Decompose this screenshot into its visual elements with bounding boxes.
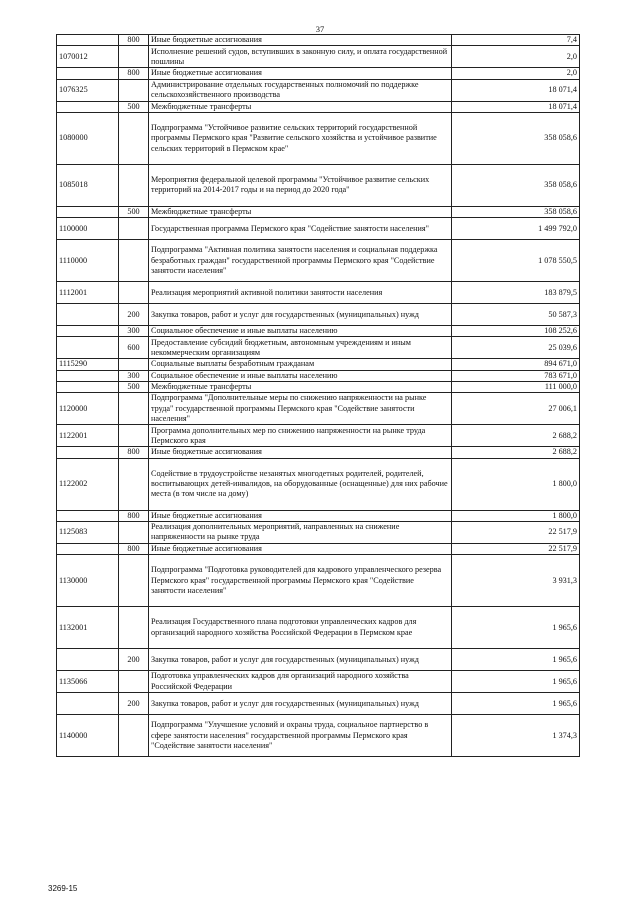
table-row — [57, 206, 580, 217]
csr-cell: 1120000 — [57, 393, 119, 425]
vr-cell — [119, 715, 149, 757]
csr-cell: 1085018 — [57, 164, 119, 206]
csr-cell: 1125083 — [57, 521, 119, 543]
csr-cell — [57, 304, 119, 326]
name-cell: Иные бюджетные ассигнования — [149, 543, 452, 554]
amount-cell: 2 688,2 — [452, 447, 580, 458]
vr-cell: 800 — [119, 510, 149, 521]
csr-cell: 1115290 — [57, 359, 119, 370]
amount-cell: 1 800,0 — [452, 510, 580, 521]
amount-cell: 1 965,6 — [452, 693, 580, 715]
amount-cell: 1 078 550,5 — [452, 240, 580, 282]
amount-cell: 18 071,4 — [452, 79, 580, 101]
csr-cell — [57, 649, 119, 671]
vr-cell — [119, 359, 149, 370]
vr-cell: 500 — [119, 101, 149, 112]
table-row — [57, 326, 580, 337]
vr-cell — [119, 607, 149, 649]
table-body — [57, 35, 580, 757]
vr-cell: 800 — [119, 68, 149, 79]
vr-cell — [119, 458, 149, 510]
name-cell: Социальное обеспечение и иные выплаты населению — [149, 370, 452, 381]
vr-cell — [119, 46, 149, 68]
name-cell: Программа дополнительных мер по снижению напряженности на рынке труда Пермского края — [149, 425, 452, 447]
amount-cell: 2 688,2 — [452, 425, 580, 447]
table-row — [57, 218, 580, 240]
table-row — [57, 393, 580, 425]
table-row — [57, 370, 580, 381]
csr-cell: 1122002 — [57, 458, 119, 510]
vr-cell — [119, 671, 149, 693]
vr-cell: 800 — [119, 447, 149, 458]
amount-cell: 22 517,9 — [452, 543, 580, 554]
amount-cell: 7,4 — [452, 35, 580, 46]
table-row — [57, 555, 580, 607]
vr-cell — [119, 282, 149, 304]
name-cell: Содействие в трудоустройстве незанятых многодетных родителей, родителей, воспитывающих детей-инвалидов, на оборудованные (оснащенные) для них рабочие места (в том числе на дому) — [149, 458, 452, 510]
amount-cell: 1 374,3 — [452, 715, 580, 757]
table-row — [57, 282, 580, 304]
name-cell: Подпрограмма "Устойчивое развитие сельских территорий государственной программы Пермского края "Развитие сельского хозяйства и устойчивое развитие сельских территорий в Пермском крае" — [149, 112, 452, 164]
csr-cell — [57, 68, 119, 79]
name-cell: Иные бюджетные ассигнования — [149, 35, 452, 46]
name-cell: Реализация Государственного плана подготовки управленческих кадров для организаций народного хозяйства Российской Федерации в Пермском крае — [149, 607, 452, 649]
budget-table — [56, 34, 580, 757]
table-row — [57, 425, 580, 447]
name-cell: Иные бюджетные ассигнования — [149, 510, 452, 521]
name-cell: Закупка товаров, работ и услуг для государственных (муниципальных) нужд — [149, 304, 452, 326]
vr-cell: 800 — [119, 543, 149, 554]
table-row — [57, 112, 580, 164]
amount-cell: 894 671,0 — [452, 359, 580, 370]
vr-cell: 300 — [119, 370, 149, 381]
vr-cell — [119, 218, 149, 240]
table-row — [57, 337, 580, 359]
csr-cell: 1100000 — [57, 218, 119, 240]
csr-cell — [57, 510, 119, 521]
vr-cell: 200 — [119, 693, 149, 715]
csr-cell — [57, 206, 119, 217]
name-cell: Администрирование отдельных государственных полномочий по поддержке сельскохозяйственного производства — [149, 79, 452, 101]
table-row — [57, 359, 580, 370]
amount-cell: 108 252,6 — [452, 326, 580, 337]
table-row — [57, 35, 580, 46]
name-cell: Закупка товаров, работ и услуг для государственных (муниципальных) нужд — [149, 649, 452, 671]
table-row — [57, 101, 580, 112]
name-cell: Предоставление субсидий бюджетным, автономным учреждениям и иным некоммерческим организациям — [149, 337, 452, 359]
csr-cell: 1135066 — [57, 671, 119, 693]
csr-cell — [57, 35, 119, 46]
csr-cell: 1130000 — [57, 555, 119, 607]
amount-cell: 358 058,6 — [452, 206, 580, 217]
csr-cell — [57, 101, 119, 112]
vr-cell — [119, 521, 149, 543]
table-row — [57, 715, 580, 757]
table-row — [57, 693, 580, 715]
amount-cell: 50 587,3 — [452, 304, 580, 326]
csr-cell — [57, 326, 119, 337]
name-cell: Государственная программа Пермского края "Содействие занятости населения" — [149, 218, 452, 240]
csr-cell: 1122001 — [57, 425, 119, 447]
name-cell: Межбюджетные трансферты — [149, 101, 452, 112]
table-row — [57, 240, 580, 282]
name-cell: Реализация дополнительных мероприятий, направленных на снижение напряженности на рынке труда — [149, 521, 452, 543]
amount-cell: 3 931,3 — [452, 555, 580, 607]
vr-cell — [119, 112, 149, 164]
amount-cell: 358 058,6 — [452, 164, 580, 206]
name-cell: Подпрограмма "Улучшение условий и охраны труда, социальное партнерство в сфере занятости населения" государственной программы Пермского края "Содействие занятости населения" — [149, 715, 452, 757]
csr-cell: 1140000 — [57, 715, 119, 757]
amount-cell: 2,0 — [452, 46, 580, 68]
name-cell: Подпрограмма "Подготовка руководителей для кадрового управленческого резерва Пермского края" государственной программы Пермского края "Содействие занятости населения" — [149, 555, 452, 607]
amount-cell: 1 499 792,0 — [452, 218, 580, 240]
name-cell: Иные бюджетные ассигнования — [149, 68, 452, 79]
amount-cell: 25 039,6 — [452, 337, 580, 359]
csr-cell — [57, 447, 119, 458]
table-row — [57, 46, 580, 68]
name-cell: Закупка товаров, работ и услуг для государственных (муниципальных) нужд — [149, 693, 452, 715]
vr-cell — [119, 425, 149, 447]
amount-cell: 1 800,0 — [452, 458, 580, 510]
csr-cell: 1076325 — [57, 79, 119, 101]
name-cell: Подпрограмма "Дополнительные меры по снижению напряженности на рынке труда" государственной программы Пермского края "Содействие занятости населения" — [149, 393, 452, 425]
amount-cell: 358 058,6 — [452, 112, 580, 164]
csr-cell: 1110000 — [57, 240, 119, 282]
vr-cell: 200 — [119, 304, 149, 326]
table-row — [57, 649, 580, 671]
vr-cell — [119, 79, 149, 101]
amount-cell: 183 879,5 — [452, 282, 580, 304]
vr-cell — [119, 164, 149, 206]
amount-cell: 111 000,0 — [452, 382, 580, 393]
vr-cell: 200 — [119, 649, 149, 671]
csr-cell: 1080000 — [57, 112, 119, 164]
csr-cell — [57, 370, 119, 381]
amount-cell: 1 965,6 — [452, 607, 580, 649]
table-row — [57, 68, 580, 79]
name-cell: Исполнение решений судов, вступивших в законную силу, и оплата государственной пошлины — [149, 46, 452, 68]
vr-cell: 500 — [119, 206, 149, 217]
amount-cell: 22 517,9 — [452, 521, 580, 543]
amount-cell: 18 071,4 — [452, 101, 580, 112]
name-cell: Социальное обеспечение и иные выплаты населению — [149, 326, 452, 337]
amount-cell: 1 965,6 — [452, 649, 580, 671]
table-row — [57, 607, 580, 649]
vr-cell: 300 — [119, 326, 149, 337]
table-row — [57, 447, 580, 458]
vr-cell — [119, 393, 149, 425]
page-number: 37 — [315, 24, 325, 34]
name-cell: Межбюджетные трансферты — [149, 206, 452, 217]
name-cell: Подпрограмма "Активная политика занятости населения и социальная поддержка безработных граждан" государственной программы Пермского края "Содействие занятости населения" — [149, 240, 452, 282]
vr-cell: 500 — [119, 382, 149, 393]
amount-cell: 1 965,6 — [452, 671, 580, 693]
vr-cell — [119, 240, 149, 282]
amount-cell: 783 671,0 — [452, 370, 580, 381]
table-row — [57, 304, 580, 326]
table-row — [57, 164, 580, 206]
csr-cell: 1112001 — [57, 282, 119, 304]
vr-cell: 600 — [119, 337, 149, 359]
amount-cell: 27 006,1 — [452, 393, 580, 425]
table-row — [57, 79, 580, 101]
table-row — [57, 521, 580, 543]
amount-cell: 2,0 — [452, 68, 580, 79]
table-row — [57, 543, 580, 554]
table-row — [57, 671, 580, 693]
table-row — [57, 510, 580, 521]
csr-cell — [57, 693, 119, 715]
name-cell: Межбюджетные трансферты — [149, 382, 452, 393]
csr-cell: 1070012 — [57, 46, 119, 68]
name-cell: Реализация мероприятий активной политики занятости населения — [149, 282, 452, 304]
name-cell: Мероприятия федеральной целевой программы "Устойчивое развитие сельских территорий на 2014-2017 годы и на период до 2020 года" — [149, 164, 452, 206]
csr-cell — [57, 382, 119, 393]
csr-cell — [57, 543, 119, 554]
csr-cell: 1132001 — [57, 607, 119, 649]
name-cell: Иные бюджетные ассигнования — [149, 447, 452, 458]
vr-cell: 800 — [119, 35, 149, 46]
csr-cell — [57, 337, 119, 359]
footer-code: 3269-15 — [48, 884, 78, 893]
table-row — [57, 458, 580, 510]
vr-cell — [119, 555, 149, 607]
name-cell: Социальные выплаты безработным гражданам — [149, 359, 452, 370]
name-cell: Подготовка управленческих кадров для организаций народного хозяйства Российской Федерации — [149, 671, 452, 693]
table-row — [57, 382, 580, 393]
